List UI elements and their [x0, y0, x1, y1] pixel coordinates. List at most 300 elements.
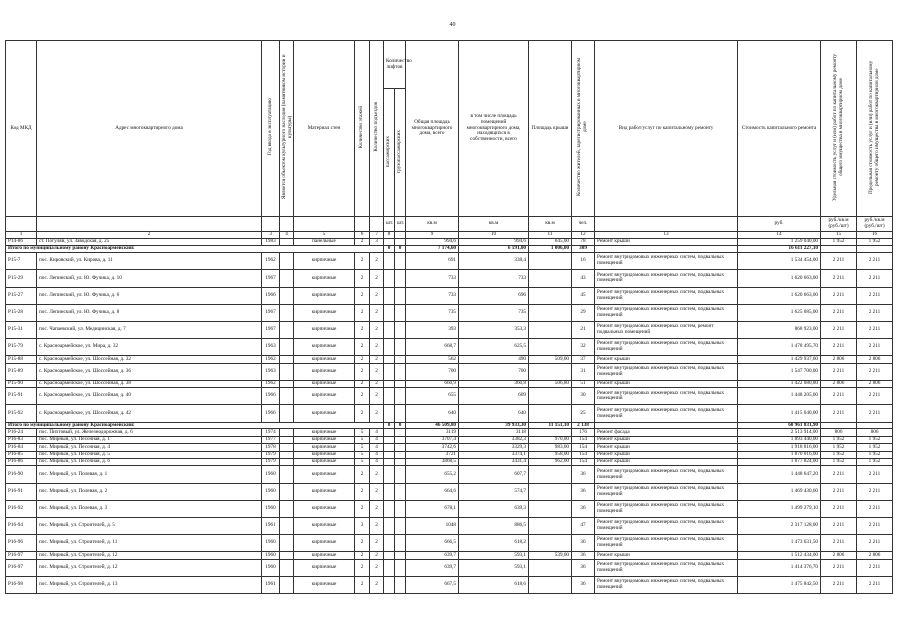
cell-wall-material: кирпичные [294, 429, 355, 436]
cell-address: с. Красноармейское, ул. Мира, д. 32 [37, 339, 262, 356]
cell-limit-cost [857, 422, 893, 429]
cell-limit-cost: 2 806 [857, 552, 893, 559]
cell-roof-area [529, 559, 572, 576]
cell-lifts-passenger [384, 321, 395, 338]
cell-total-area: 639,7 [406, 559, 459, 576]
cell-lifts-freight [395, 444, 406, 451]
cell-floors: 2 [355, 466, 370, 483]
cell-heritage [280, 429, 294, 436]
unit-limit-cost: руб./кв.м (руб./шт) [857, 217, 893, 232]
cell-premises-area: 639,3 [459, 500, 529, 517]
cell-wall-material: кирпичные [294, 517, 355, 534]
cell-address: пос. Мирный, ул. Песочная, д. 1 [37, 436, 262, 443]
cell-entrances: 4 [370, 459, 384, 466]
cell-floors: 2 [355, 270, 370, 287]
cell-cost: 1 499 279,10 [738, 500, 821, 517]
cell-wall-material: кирпичные [294, 253, 355, 270]
cell-work-type: Ремонт внутридомовых инженерных систем, подвальных помещений [595, 559, 738, 576]
cell-lifts-passenger [384, 356, 395, 363]
cell-lifts-freight [395, 459, 406, 466]
cell-heritage [280, 270, 294, 287]
cell-floors: 2 [355, 535, 370, 552]
cell-address: пос. Мирный, ул. Строителей, д. 11 [37, 535, 262, 552]
cell-unit-cost: 2 211 [821, 253, 857, 270]
cell-unit-cost: 2 211 [821, 321, 857, 338]
cell-unit-cost: 2 211 [821, 363, 857, 380]
cell-wall-material: панельные [294, 239, 355, 246]
cell-code: Р14-86 [6, 239, 37, 246]
table-row [6, 405, 893, 422]
cell-total-area: 562 [406, 356, 459, 363]
cell-floors: 2 [355, 253, 370, 270]
cell-residents: 31 [572, 363, 595, 380]
cell-unit-cost: 2 211 [821, 339, 857, 356]
cell-commission-year: 1962 [262, 356, 280, 363]
cell-entrances: 4 [370, 436, 384, 443]
cell-entrances: 2 [370, 380, 384, 387]
cell-residents: 36 [572, 483, 595, 500]
cell-lifts-freight [395, 380, 406, 387]
cell-unit-cost: 2 211 [821, 483, 857, 500]
cell-heritage [280, 444, 294, 451]
cell-roof-area [529, 576, 572, 593]
cell-roof-area [529, 517, 572, 534]
cell-commission-year: 1966 [262, 287, 280, 304]
cell-limit-cost: 2 211 [857, 466, 893, 483]
cell-total-area: 667,5 [406, 576, 459, 593]
cell-limit-cost: 2 211 [857, 500, 893, 517]
column-number: 1 [6, 232, 37, 239]
cell-residents: 154 [572, 436, 595, 443]
cell-residents: 21 [572, 321, 595, 338]
cell-wall-material: кирпичные [294, 466, 355, 483]
cell-commission-year: 1967 [262, 304, 280, 321]
cell-lifts-freight [395, 436, 406, 443]
cell-heritage [280, 239, 294, 246]
col-header-unit-cost: Удельная стоимость услуг и (или) работ по капитальному ремонту общего имущества в многоквартирном доме [821, 41, 857, 217]
cell-address: пос. Мирный, ул. Строителей, д. 13 [37, 576, 262, 593]
cell-roof-area: 1 006,00 [529, 246, 572, 253]
cell-code: Р15-88 [6, 356, 37, 363]
cell-cost: 1 429 937,60 [738, 356, 821, 363]
cell-work-type: Ремонт крыши [595, 444, 738, 451]
cell-roof-area: 970,00 [529, 436, 572, 443]
table-row [6, 253, 893, 270]
cell-heritage [280, 388, 294, 405]
cell-code: Р16-86 [6, 459, 37, 466]
cell-address: пос. Лепинский, ул. Ю. Фучика, д. 6 [37, 287, 262, 304]
cell-roof-area: 539,00 [529, 552, 572, 559]
table-row [6, 466, 893, 483]
col-header-premises-area: в том числе площадь помещений многоквартирного дома, находящихся в собственности, всего [459, 41, 529, 217]
cell-heritage [280, 451, 294, 458]
cell-commission-year: 1962 [262, 380, 280, 387]
cell-total-area: 678,1 [406, 500, 459, 517]
cell-heritage [280, 500, 294, 517]
cell-floors: 3 [355, 517, 370, 534]
cell-code: Р16-84 [6, 444, 37, 451]
column-number: 4 [280, 232, 294, 239]
subtotal-row [6, 246, 893, 253]
cell-residents: 154 [572, 444, 595, 451]
cell-cost: 868 923,00 [738, 321, 821, 338]
cell-lifts-freight [395, 253, 406, 270]
cell-cost: 1 620 663,00 [738, 270, 821, 287]
column-number: 13 [595, 232, 738, 239]
cell-commission-year: 1962 [262, 253, 280, 270]
cell-residents: 36 [572, 559, 595, 576]
cell-residents: 154 [572, 451, 595, 458]
cell-unit-cost: 1 952 [821, 444, 857, 451]
cell-roof-area [529, 304, 572, 321]
cell-cost: 1 870 016,00 [738, 451, 821, 458]
cell-lifts-passenger [384, 500, 395, 517]
cell-floors: 2 [355, 356, 370, 363]
cell-roof-area [529, 535, 572, 552]
column-number: 7 [370, 232, 384, 239]
col-header-lifts: Количество лифтов [384, 41, 406, 89]
col-header-heritage: Является объектом культурного наследия (памятником истории и культуры) [280, 41, 294, 217]
cell-unit-cost: 2 211 [821, 576, 857, 593]
cell-limit-cost: 2 211 [857, 559, 893, 576]
subtotal-label: Итого по муниципальному району Красноармейский: [6, 246, 384, 253]
cell-commission-year: 1963 [262, 363, 280, 380]
cell-work-type: Ремонт фасада [595, 429, 738, 436]
cell-lifts-freight [395, 576, 406, 593]
cell-code: Р16-90 [6, 466, 37, 483]
cell-unit-cost: 2 806 [821, 380, 857, 387]
unit-roof-area: кв.м [529, 217, 572, 232]
cell-lifts-passenger [384, 304, 395, 321]
cell-cost: 1 478 495,70 [738, 339, 821, 356]
cell-lifts-passenger [384, 339, 395, 356]
cell-roof-area: 645,00 [529, 239, 572, 246]
cell-unit-cost: 1 952 [821, 436, 857, 443]
cell-unit-cost: 2 211 [821, 535, 857, 552]
cell-heritage [280, 287, 294, 304]
cell-residents: 30 [572, 388, 595, 405]
cell-premises-area: 733 [459, 270, 529, 287]
column-number: 12 [572, 232, 595, 239]
cell-heritage [280, 405, 294, 422]
cell-roof-area: 962,00 [529, 459, 572, 466]
cell-limit-cost: 2 211 [857, 287, 893, 304]
cell-entrances: 4 [370, 429, 384, 436]
cell-cost: 1 469 430,60 [738, 483, 821, 500]
cell-roof-area [529, 500, 572, 517]
cell-residents: 16 [572, 253, 595, 270]
cell-lifts-freight [395, 321, 406, 338]
cell-floors: 2 [355, 552, 370, 559]
cell-residents: 25 [572, 405, 595, 422]
cell-lifts-passenger [384, 483, 395, 500]
cell-limit-cost: 2 211 [857, 388, 893, 405]
table-body [6, 239, 893, 594]
cell-work-type [595, 422, 738, 429]
cell-code: Р15-91 [6, 388, 37, 405]
cell-lifts-freight [395, 466, 406, 483]
cell-cost: 1 625 085,00 [738, 304, 821, 321]
cell-wall-material: кирпичные [294, 535, 355, 552]
cell-total-area: 1048 [406, 517, 459, 534]
cell-code: Р16-24 [6, 429, 37, 436]
cell-work-type: Ремонт крыши [595, 552, 738, 559]
cell-wall-material: кирпичные [294, 559, 355, 576]
cell-roof-area [529, 270, 572, 287]
cell-floors: 2 [355, 321, 370, 338]
cell-lifts-passenger [384, 535, 395, 552]
cell-premises-area: 625,5 [459, 339, 529, 356]
cell-code: Р15-28 [6, 304, 37, 321]
unit-total-area: кв.м [406, 217, 459, 232]
cell-wall-material: кирпичные [294, 356, 355, 363]
cell-commission-year: 1961 [262, 576, 280, 593]
cell-premises-area: 3431,4 [459, 459, 529, 466]
cell-work-type: Ремонт внутридомовых инженерных систем, подвальных помещений [595, 388, 738, 405]
cell-commission-year: 1983 [262, 239, 280, 246]
cell-cost: 60 961 831,90 [738, 422, 821, 429]
cell-total-area: 3707,4 [406, 436, 459, 443]
cell-lifts-freight: 0 [395, 422, 406, 429]
cell-lifts-passenger [384, 429, 395, 436]
column-number: 10 [459, 232, 529, 239]
cell-limit-cost: 2 806 [857, 380, 893, 387]
cell-residents: 78 [572, 239, 595, 246]
cell-work-type: Ремонт внутридомовых инженерных систем, подвальных помещений [595, 405, 738, 422]
cell-total-area: 655 [406, 388, 459, 405]
cell-entrances: 2 [370, 287, 384, 304]
cell-total-area: 639,7 [406, 552, 459, 559]
cell-work-type: Ремонт крыши [595, 380, 738, 387]
unit-lifts-freight: шт. [395, 217, 406, 232]
cell-address: с. Красноармейское, ул. Шоссейная, д. 42 [37, 405, 262, 422]
cell-premises-area: 607,7 [459, 466, 529, 483]
cell-limit-cost: 2 211 [857, 483, 893, 500]
cell-lifts-passenger [384, 552, 395, 559]
cell-work-type: Ремонт внутридомовых инженерных систем, подвальных помещений [595, 339, 738, 356]
cell-total-area: 994,6 [406, 239, 459, 246]
cell-lifts-passenger [384, 405, 395, 422]
cell-unit-cost: 2 211 [821, 405, 857, 422]
cell-premises-area: 338,4 [459, 253, 529, 270]
cell-heritage [280, 304, 294, 321]
table-row [6, 500, 893, 517]
table-row [6, 535, 893, 552]
cell-premises-area: 593,1 [459, 559, 529, 576]
cell-residents: 36 [572, 552, 595, 559]
cell-total-area: 3119 [406, 429, 459, 436]
cell-commission-year: 1961 [262, 517, 280, 534]
cell-wall-material: кирпичные [294, 500, 355, 517]
cell-code: Р16-98 [6, 576, 37, 593]
cell-unit-cost: 2 211 [821, 287, 857, 304]
cell-floors: 2 [355, 559, 370, 576]
cell-work-type: Ремонт крыши [595, 356, 738, 363]
cell-address: пос. Мирный, ул. Строителей, д. 12 [37, 559, 262, 576]
cell-address: пос. Пихтовый, ул. Железнодорожная, д. 6 [37, 429, 262, 436]
cell-roof-area [529, 388, 572, 405]
cell-code: Р16-92 [6, 500, 37, 517]
cell-cost: 2 513 914,00 [738, 429, 821, 436]
cell-floors: 5 [355, 459, 370, 466]
table-row [6, 356, 893, 363]
cell-floors: 5 [355, 429, 370, 436]
cell-lifts-freight [395, 559, 406, 576]
cell-limit-cost [857, 246, 893, 253]
cell-heritage [280, 466, 294, 483]
cell-work-type: Ремонт внутридомовых инженерных систем, подвальных помещений [595, 253, 738, 270]
cell-roof-area [529, 483, 572, 500]
cell-commission-year: 1960 [262, 559, 280, 576]
cell-code: Р15-92 [6, 405, 37, 422]
cell-limit-cost: 1 952 [857, 459, 893, 466]
cell-wall-material: кирпичные [294, 459, 355, 466]
col-header-roof-area: Площадь крыши [529, 41, 572, 217]
cell-entrances: 2 [370, 321, 384, 338]
cell-wall-material: кирпичные [294, 287, 355, 304]
cell-cost: 1 422 080,80 [738, 380, 821, 387]
cell-lifts-freight [395, 429, 406, 436]
cell-floors: 2 [355, 405, 370, 422]
cell-work-type: Ремонт внутридомовых инженерных систем, подвальных помещений [595, 517, 738, 534]
cell-residents: 309 [572, 246, 595, 253]
cell-code: Р16-91 [6, 483, 37, 500]
cell-address: пос. Мирный, ул. Песочная, д. 6 [37, 459, 262, 466]
cell-heritage [280, 459, 294, 466]
cell-lifts-freight [395, 287, 406, 304]
cell-commission-year: 1979 [262, 451, 280, 458]
cell-premises-area: 3329,3 [459, 444, 529, 451]
cell-code: Р16-85 [6, 451, 37, 458]
cell-total-area: 668,7 [406, 339, 459, 356]
cell-lifts-freight [395, 483, 406, 500]
column-number: 3 [262, 232, 280, 239]
cell-heritage [280, 576, 294, 593]
col-header-residents: Количество жителей, зарегистрированных в многоквартирном доме [572, 41, 595, 217]
cell-work-type: Ремонт крыши [595, 459, 738, 466]
cell-code: Р15-31 [6, 321, 37, 338]
cell-roof-area [529, 321, 572, 338]
subtotal-label: Итого по муниципальному району Красноармейский: [6, 422, 384, 429]
cell-lifts-passenger [384, 380, 395, 387]
cell-premises-area: 618,2 [459, 535, 529, 552]
cell-total-area: 3742,6 [406, 444, 459, 451]
cell-heritage [280, 380, 294, 387]
col-header-address: Адрес многоквартирного дома [37, 41, 262, 217]
column-number: 2 [37, 232, 262, 239]
cell-heritage [280, 535, 294, 552]
cell-code: Р15-79 [6, 339, 37, 356]
table-row [6, 388, 893, 405]
cell-work-type: Ремонт крыши [595, 239, 738, 246]
cell-floors: 2 [355, 239, 370, 246]
cell-lifts-freight [395, 270, 406, 287]
cell-limit-cost: 2 211 [857, 517, 893, 534]
cell-entrances: 2 [370, 304, 384, 321]
cell-total-area: 46 509,80 [406, 422, 459, 429]
cell-wall-material: кирпичные [294, 576, 355, 593]
cell-address: пос. Чапаевский, ул. Медицинская, д. 7 [37, 321, 262, 338]
column-number: 5 [294, 232, 355, 239]
cell-unit-cost: 1 952 [821, 451, 857, 458]
cell-lifts-passenger [384, 287, 395, 304]
page-number: 40 [449, 22, 456, 28]
cell-entrances: 2 [370, 559, 384, 576]
column-number: 15 [821, 232, 857, 239]
cell-lifts-passenger [384, 466, 395, 483]
cell-total-area: 640 [406, 405, 459, 422]
cell-premises-area: 353,3 [459, 321, 529, 338]
cell-cost: 1 473 631,50 [738, 535, 821, 552]
cell-entrances: 2 [370, 339, 384, 356]
cell-premises-area: 3382,3 [459, 436, 529, 443]
cell-roof-area [529, 466, 572, 483]
cell-lifts-freight [395, 451, 406, 458]
cell-lifts-freight [395, 356, 406, 363]
cell-wall-material: кирпичные [294, 436, 355, 443]
cell-work-type: Ремонт крыши [595, 451, 738, 458]
cell-commission-year: 1966 [262, 388, 280, 405]
cell-heritage [280, 559, 294, 576]
cell-heritage [280, 321, 294, 338]
cell-residents: 36 [572, 466, 595, 483]
col-header-wall-material: Материал стен [294, 41, 355, 217]
cell-roof-area [529, 339, 572, 356]
cell-commission-year: 1967 [262, 321, 280, 338]
cell-entrances: 2 [370, 535, 384, 552]
cell-limit-cost: 2 211 [857, 253, 893, 270]
cell-commission-year: 1977 [262, 436, 280, 443]
cell-work-type: Ремонт внутридомовых инженерных систем, подвальных помещений [595, 270, 738, 287]
cell-premises-area: 640 [459, 405, 529, 422]
cell-commission-year: 1974 [262, 429, 280, 436]
cell-total-area: 700 [406, 363, 459, 380]
cell-limit-cost: 1 952 [857, 239, 893, 246]
cell-address: ст. Погуляй, ул. Заводская, д. 25 [37, 239, 262, 246]
cell-lifts-passenger [384, 253, 395, 270]
cell-work-type: Ремонт внутридомовых инженерных систем, подвальных помещений [595, 483, 738, 500]
cell-address: пос. Мирный, ул. Строителей, д. 5 [37, 517, 262, 534]
cell-code: Р16-83 [6, 436, 37, 443]
cell-premises-area: 490 [459, 356, 529, 363]
col-header-lifts-freight: грузопассажирских [395, 89, 406, 217]
cell-lifts-passenger [384, 576, 395, 593]
cell-code: Р15-89 [6, 363, 37, 380]
col-header-lifts-passenger: пассажирских [384, 89, 395, 217]
cell-premises-area: 360,8 [459, 380, 529, 387]
cell-lifts-freight [395, 339, 406, 356]
cell-total-area: 735 [406, 304, 459, 321]
cell-code: Р16-96 [6, 535, 37, 552]
cell-code: Р15-7 [6, 253, 37, 270]
column-number: 11 [529, 232, 572, 239]
cell-lifts-passenger [384, 388, 395, 405]
cell-entrances: 2 [370, 388, 384, 405]
cell-roof-area: 958,00 [529, 451, 572, 458]
cell-wall-material: кирпичные [294, 552, 355, 559]
table-row [6, 380, 893, 387]
cell-unit-cost [821, 246, 857, 253]
cell-roof-area: 983,00 [529, 444, 572, 451]
cell-limit-cost: 2 211 [857, 405, 893, 422]
cell-cost: 1 448 647,20 [738, 466, 821, 483]
cell-wall-material: кирпичные [294, 339, 355, 356]
cell-unit-cost: 2 211 [821, 304, 857, 321]
cell-residents: 154 [572, 459, 595, 466]
cell-work-type: Ремонт внутридомовых инженерных систем, подвальных помещений [595, 304, 738, 321]
cell-work-type: Ремонт внутридомовых инженерных систем, ремонт подвальных помещений [595, 321, 738, 338]
cell-residents: 43 [572, 270, 595, 287]
